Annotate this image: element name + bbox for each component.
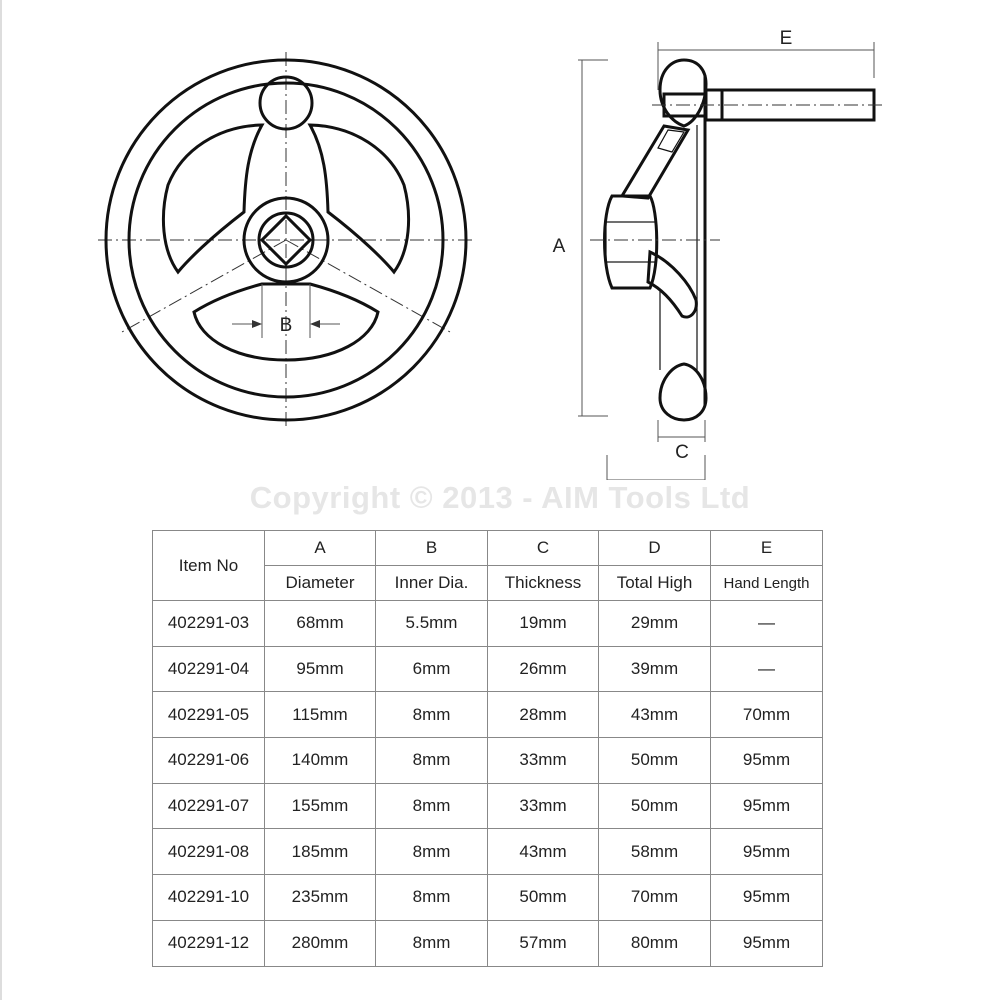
table-cell: 8mm — [376, 829, 488, 875]
table-cell: 43mm — [488, 829, 599, 875]
header-hand-length: Hand Length — [711, 566, 823, 601]
dim-b-arrowhead-left — [252, 320, 262, 328]
table-cell: 115mm — [265, 692, 376, 738]
table-cell: 19mm — [488, 601, 599, 647]
table-cell: 8mm — [376, 875, 488, 921]
header-letter-d: D — [599, 531, 711, 566]
header-letter-b: B — [376, 531, 488, 566]
header-inner-dia: Inner Dia. — [376, 566, 488, 601]
front-view — [98, 52, 475, 428]
table-row — [153, 738, 823, 784]
spoke-upper — [622, 126, 688, 198]
table-cell: 185mm — [265, 829, 376, 875]
table-cell: 70mm — [599, 875, 711, 921]
table-cell: 8mm — [376, 783, 488, 829]
dim-a-label: A — [552, 236, 566, 257]
table-cell: 50mm — [599, 738, 711, 784]
table-cell: 8mm — [376, 920, 488, 966]
header-item-no: Item No — [153, 531, 265, 601]
table-cell: 95mm — [711, 783, 823, 829]
table-cell: 8mm — [376, 692, 488, 738]
table-row — [153, 601, 823, 647]
window-upper-left — [163, 125, 262, 272]
table-cell: 95mm — [711, 829, 823, 875]
table-cell: 80mm — [599, 920, 711, 966]
item-no-cell: 402291-03 — [153, 601, 265, 647]
table-header-letters-row — [153, 531, 823, 566]
header-thickness: Thickness — [488, 566, 599, 601]
header-letter-e: E — [711, 531, 823, 566]
header-total-high: Total High — [599, 566, 711, 601]
table-cell: 280mm — [265, 920, 376, 966]
item-no-cell: 402291-10 — [153, 875, 265, 921]
table-cell: 95mm — [711, 738, 823, 784]
dim-b-label: B — [279, 315, 293, 336]
table-cell: 95mm — [265, 646, 376, 692]
item-no-cell: 402291-06 — [153, 738, 265, 784]
table-cell: 58mm — [599, 829, 711, 875]
table-cell: 68mm — [265, 601, 376, 647]
table-cell: 33mm — [488, 738, 599, 784]
item-no-cell: 402291-07 — [153, 783, 265, 829]
table-cell: 50mm — [488, 875, 599, 921]
window-upper-right — [310, 125, 409, 272]
table-row — [153, 783, 823, 829]
table-cell: 70mm — [711, 692, 823, 738]
dim-c-label: C — [675, 442, 689, 463]
table-cell: 43mm — [599, 692, 711, 738]
dim-e-label: E — [779, 28, 793, 49]
table-cell: 28mm — [488, 692, 599, 738]
table-cell: 5.5mm — [376, 601, 488, 647]
handwheel-technical-drawing — [0, 0, 1000, 480]
table-cell: — — [711, 646, 823, 692]
rim-section-bottom — [660, 364, 706, 420]
table-row — [153, 920, 823, 966]
table-cell: 50mm — [599, 783, 711, 829]
specification-table — [152, 530, 823, 967]
header-letter-c: C — [488, 531, 599, 566]
header-letter-a: A — [265, 531, 376, 566]
table-cell: 39mm — [599, 646, 711, 692]
table-cell: 26mm — [488, 646, 599, 692]
table-cell: 140mm — [265, 738, 376, 784]
table-row — [153, 692, 823, 738]
table-row — [153, 646, 823, 692]
item-no-cell: 402291-04 — [153, 646, 265, 692]
table-cell: 33mm — [488, 783, 599, 829]
dim-b-arrowhead-right — [310, 320, 320, 328]
item-no-cell: 402291-08 — [153, 829, 265, 875]
table-cell: 29mm — [599, 601, 711, 647]
table-cell: 57mm — [488, 920, 599, 966]
copyright-watermark: Copyright © 2013 - AIM Tools Ltd — [249, 480, 751, 515]
table-row — [153, 829, 823, 875]
table-cell: — — [711, 601, 823, 647]
table-row — [153, 875, 823, 921]
table-cell: 95mm — [711, 875, 823, 921]
table-cell: 95mm — [711, 920, 823, 966]
table-cell: 155mm — [265, 783, 376, 829]
table-cell: 8mm — [376, 738, 488, 784]
item-no-cell: 402291-12 — [153, 920, 265, 966]
side-view — [553, 28, 884, 480]
item-no-cell: 402291-05 — [153, 692, 265, 738]
header-diameter: Diameter — [265, 566, 376, 601]
table-cell: 235mm — [265, 875, 376, 921]
table-cell: 6mm — [376, 646, 488, 692]
